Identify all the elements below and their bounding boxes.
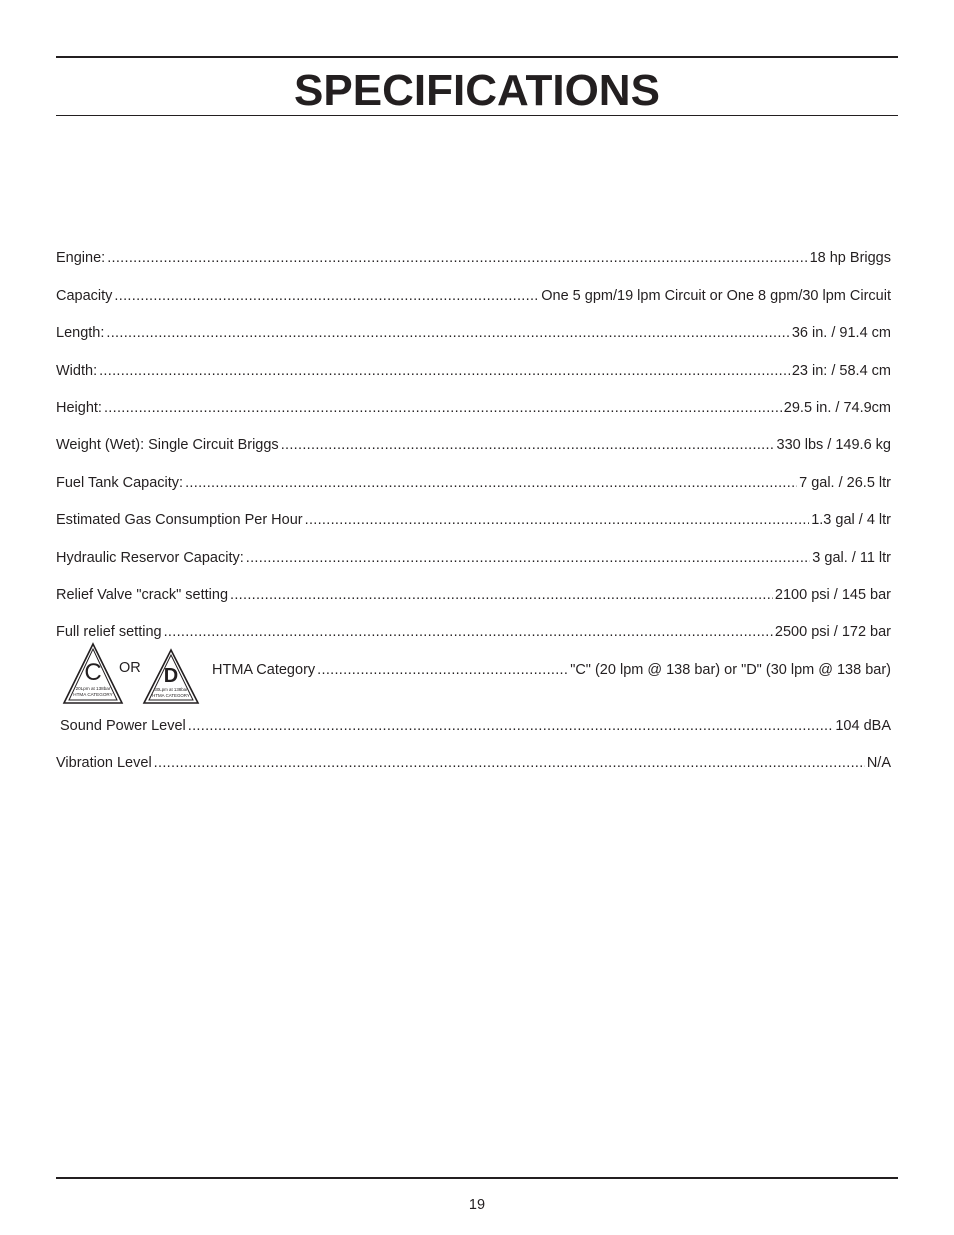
dot-leader xyxy=(164,622,773,642)
spec-row-weight xyxy=(56,435,891,455)
spec-row-engine xyxy=(56,248,891,268)
spec-label: Fuel Tank Capacity: xyxy=(56,475,184,491)
spec-label: Height: xyxy=(56,400,102,416)
spec-value: 330 lbs / 149.6 kg xyxy=(776,437,891,453)
spec-value: 2100 psi / 145 bar xyxy=(774,587,891,603)
title-underline-rule xyxy=(56,115,898,116)
spec-value: 23 in: / 58.4 cm xyxy=(791,363,891,379)
spec-value: 2500 psi / 172 bar xyxy=(774,624,891,640)
spec-row-hydraulic-reservoir xyxy=(56,548,891,568)
badge-c-letter: C xyxy=(84,659,102,686)
spec-label: Relief Valve "crack" setting xyxy=(56,587,229,603)
spec-row-capacity xyxy=(56,286,891,306)
dot-leader xyxy=(107,248,807,268)
spec-label: HTMA Category xyxy=(212,662,316,678)
dot-leader xyxy=(230,585,773,605)
spec-row-sound-power xyxy=(60,716,891,736)
dot-leader xyxy=(104,398,782,418)
top-rule xyxy=(56,56,898,58)
spec-label: Full relief setting xyxy=(56,624,162,640)
dot-leader xyxy=(281,435,775,455)
dot-leader xyxy=(154,753,865,773)
spec-value: "C" (20 lpm @ 138 bar) or "D" (30 lpm @ 138 bar) xyxy=(570,662,891,678)
spec-label: Sound Power Level xyxy=(60,718,186,734)
spec-value: 1.3 gal / 4 ltr xyxy=(811,512,891,528)
spec-label: Estimated Gas Consumption Per Hour xyxy=(56,512,303,528)
dot-leader xyxy=(246,548,811,568)
page-title: SPECIFICATIONS xyxy=(294,66,660,115)
spec-value: 3 gal. / 11 ltr xyxy=(812,550,891,566)
spec-value: 18 hp Briggs xyxy=(809,250,891,266)
dot-leader xyxy=(114,286,539,306)
spec-label: Weight (Wet): Single Circuit Briggs xyxy=(56,437,279,453)
spec-row-relief-valve-crack xyxy=(56,585,891,605)
dot-leader xyxy=(106,323,789,343)
dot-leader xyxy=(188,716,834,736)
spec-row-vibration xyxy=(56,753,891,773)
spec-label: Capacity xyxy=(56,288,113,304)
spec-label: Vibration Level xyxy=(56,755,152,771)
badge-c-line2: HTMA CATEGORY xyxy=(73,692,113,697)
spec-row-gas-consumption xyxy=(56,510,891,530)
badge-d-line2: HTMA CATEGORY xyxy=(152,693,190,698)
spec-label: Length: xyxy=(56,325,105,341)
htma-category-badges xyxy=(62,642,202,706)
htma-category-c-icon xyxy=(62,642,124,706)
dot-leader xyxy=(99,361,790,381)
spec-row-width xyxy=(56,361,891,381)
spec-value: N/A xyxy=(866,755,891,771)
spec-value: 29.5 in. / 74.9cm xyxy=(783,400,891,416)
spec-row-height xyxy=(56,398,891,418)
badge-d-letter: D xyxy=(163,665,179,687)
spec-row-fuel-tank xyxy=(56,473,891,493)
page-number: 19 xyxy=(468,1197,486,1213)
spec-value: One 5 gpm/19 lpm Circuit or One 8 gpm/30 lpm Circuit xyxy=(541,288,891,304)
spec-value: 7 gal. / 26.5 ltr xyxy=(799,475,891,491)
spec-label: Engine: xyxy=(56,250,106,266)
spec-row-htma-category xyxy=(212,660,891,680)
htma-category-d-icon xyxy=(142,648,200,706)
dot-leader xyxy=(305,510,810,530)
badge-c-line1: 20Lpm at 138bar xyxy=(75,686,111,691)
spec-label: Width: xyxy=(56,363,98,379)
or-text: OR xyxy=(119,660,141,676)
footer-rule xyxy=(56,1177,898,1179)
spec-label: Hydraulic Reservor Capacity: xyxy=(56,550,244,566)
spec-row-length xyxy=(56,323,891,343)
dot-leader xyxy=(185,473,797,493)
spec-value: 104 dBA xyxy=(835,718,891,734)
badge-d-line1: 30Lpm at 138bar xyxy=(154,687,188,692)
dot-leader xyxy=(317,660,568,680)
spec-row-full-relief xyxy=(56,622,891,642)
spec-value: 36 in. / 91.4 cm xyxy=(791,325,891,341)
